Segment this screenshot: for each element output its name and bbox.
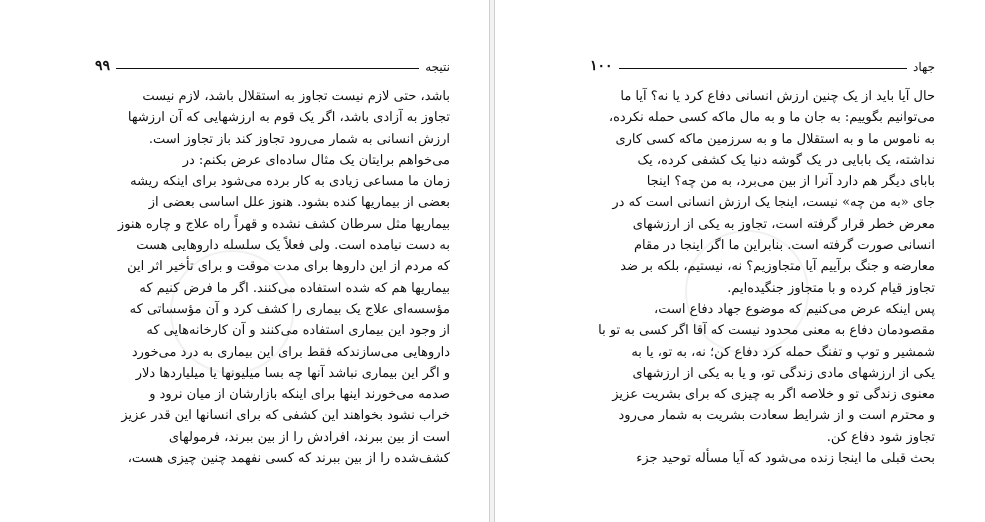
text-line: پس اینکه عرض می‌کنیم که موضوع جهاد دفاع است،: [654, 301, 935, 317]
left-page-body: [95, 86, 450, 469]
right-page-header: [590, 52, 935, 74]
text-line: مقصودمان دفاع به معنی محدود نیست که آقا اگر کسی به تو با: [598, 323, 935, 339]
text-line: که مردم از این داروها برای مدت موقت و برای تأخیر اثر این: [127, 259, 450, 275]
text-line: یکی از ارزشهای مادی زندگی تو، و یا به یکی از ارزشهای: [632, 365, 935, 381]
text-line: کشف‌شده را از بین ببرند که کسی نفهمد چنین چیزی هست،: [127, 451, 450, 467]
text-line: باشد، حتی لازم نیست تجاوز به استقلال باشد، لازم نیست: [142, 89, 450, 104]
page-number: ۹۹: [95, 58, 111, 74]
right-page-body: [590, 86, 935, 469]
text-line: زمان ما مساعی زیادی به کار برده می‌شود برای اینکه ریشه: [130, 174, 450, 190]
right-page: [494, 0, 985, 522]
text-line: تجاوز شود دفاع کن.: [826, 429, 935, 445]
text-line: بابای دیگر هم دارد آنرا از بین می‌برد، به من چه؟ اینجا: [646, 174, 935, 190]
header-rule: [619, 68, 907, 69]
text-line: و اگر این بیماری نباشد آنها چه بسا میلیونها یا میلیاردها دلار: [135, 365, 450, 381]
text-line: تجاوز قیام کرده و با متجاوز جنگیده‌ایم.: [727, 280, 935, 296]
text-line: انسانی صورت گرفته است. بنابراین ما اگر اینجا در مقام: [633, 238, 935, 254]
text-line: ارزش انسانی به شمار می‌رود تجاوز کند باز تجاوز است.: [148, 131, 450, 147]
text-line: معنوی زندگی تو و خلاصه اگر به چیزی که برای بشریت عزیز: [612, 387, 935, 403]
left-page-header: [95, 52, 450, 74]
text-line: به ناموس ما و به استقلال ما و به سرزمین ماکه کسی کاری: [615, 131, 935, 147]
text-line: بیماریها هم که شده استفاده می‌کنند. اگر ما فرض کنیم که: [139, 280, 450, 296]
text-line: معارضه و جنگ برآییم آیا متجاوزیم؟ نه، نیستیم، بلکه بر ضد: [620, 259, 935, 275]
header-rule: [116, 68, 419, 69]
text-line: شمشیر و توپ و تفنگ حمله کرد دفاع کن؛ نه، به تو، یا به: [631, 344, 935, 360]
text-line: جای «به من چه» نیست، اینجا یک ارزش انسانی است که در: [612, 195, 935, 211]
text-line: معرض خطر قرار گرفته است، تجاوز به یکی از ارزشهای: [632, 216, 935, 232]
text-line: تجاوز به آزادی باشد، اگر یک قوم به ارزشهایی که آن ارزشها: [127, 110, 450, 126]
text-line: نداشته، یک بابایی در یک گوشه دنیا یک کشفی کرده، یک: [637, 152, 935, 168]
text-line: می‌توانیم بگوییم: به جان ما و به مال ماکه کسی حمله نکرده،: [608, 110, 935, 126]
text-line: خراب نشود بخواهند این کشفی که برای انسانها این قدر عزیز: [121, 408, 450, 424]
text-line: بعضی از بیماریها کنده بشود. هنوز علل اساسی بعضی از: [148, 195, 450, 211]
text-line: به دست نیامده است. ولی فعلاً یک سلسله داروهایی هست: [136, 238, 450, 254]
left-page: [0, 0, 490, 522]
running-title: نتیجه: [425, 60, 450, 74]
text-line: صدمه می‌خورند اینها برای اینکه بازارشان از میان نرود و: [149, 387, 450, 403]
text-line: می‌خواهم برایتان یک مثال ساده‌ای عرض بکنم: در: [182, 152, 450, 168]
text-line: است از بین ببرند، افرادش را از بین ببرند، فرمولهای: [168, 429, 450, 445]
text-line: بیماریها مثل سرطان کشف نشده و قهراً راه علاج و چاره هنوز: [117, 216, 450, 232]
text-line: حال آیا باید از یک چنین ارزش انسانی دفاع کرد یا نه؟ آیا ما: [620, 89, 935, 104]
text-line: بحث قبلی ما اینجا زنده می‌شود که آیا مسأله توحید جزء: [636, 451, 935, 467]
page-number: ۱۰۰: [590, 58, 613, 74]
running-title: جهاد: [913, 60, 935, 74]
text-line: از وجود این بیماری استفاده می‌کنند و آن کارخانه‌هایی که: [146, 323, 450, 339]
text-line: مؤسسه‌ای علاج یک بیماری را کشف کرد و آن مؤسساتی که: [129, 301, 450, 317]
text-line: و محترم است و از شرایط سعادت بشریت به شمار می‌رود: [618, 408, 935, 424]
text-line: داروهایی می‌سازندکه فقط برای این بیماری به درد می‌خورد: [131, 344, 450, 360]
